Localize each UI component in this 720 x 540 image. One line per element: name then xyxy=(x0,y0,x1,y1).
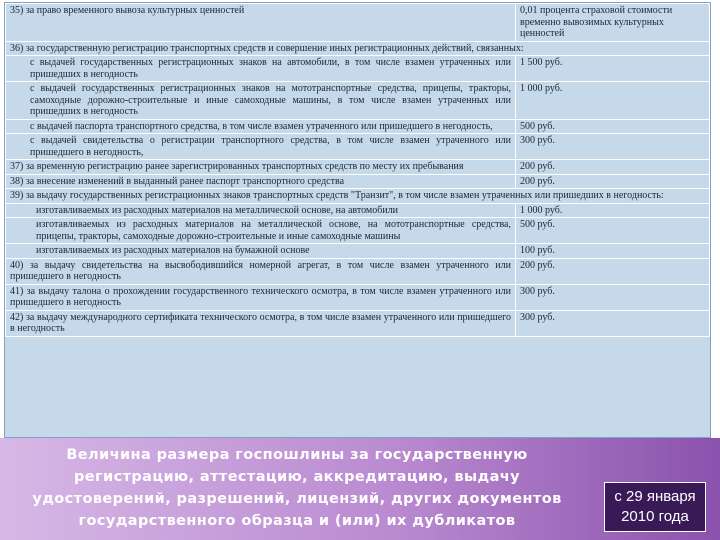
banner-line-1: Величина размера госпошлины за государственную xyxy=(66,447,528,463)
row-description: 35) за право временного вывоза культурных ценностей xyxy=(6,4,516,42)
row-description: 40) за выдачу свидетельства на высвободившийся номерной агрегат, в том числе взамен утраченного или пришедшего в негодность xyxy=(6,258,516,284)
row-description: 41) за выдачу талона о прохождении государственного технического осмотра, в том числе взамен утраченного или пришедшего в негодность xyxy=(6,284,516,310)
fee-table xyxy=(4,2,711,438)
table-row xyxy=(6,41,710,56)
row-description: 38) за внесение изменений в выданный ранее паспорт транспортного средства xyxy=(6,174,516,189)
row-description: изготавливаемых из расходных материалов на металлической основе, на мототранспортные средства, прицепы, тракторы, самоходные дорожно-строительные и иные самоходные машины xyxy=(6,218,516,244)
table-row xyxy=(6,310,710,336)
row-fee-value: 100 руб. xyxy=(516,244,710,259)
banner-line-3: удостоверений, разрешений, лицензий, других документов xyxy=(32,491,562,507)
row-description: с выдачей государственных регистрационных знаков на автомобили, в том числе взамен утраченных или пришедших в негодность xyxy=(6,56,516,82)
row-fee-value: 300 руб. xyxy=(516,284,710,310)
date-badge xyxy=(604,482,706,532)
fee-table-grid xyxy=(5,3,710,337)
date-line-1: с 29 января xyxy=(614,488,696,505)
date-line-2: 2010 года xyxy=(621,508,689,525)
row-description: 37) за временную регистрацию ранее зарегистрированных транспортных средств по месту их пребывания xyxy=(6,160,516,175)
table-row xyxy=(6,189,710,204)
row-fee-value: 1 500 руб. xyxy=(516,56,710,82)
row-description: с выдачей свидетельства о регистрации транспортного средства, в том числе взамен утраченного или пришедшего в негодность, xyxy=(6,134,516,160)
table-row xyxy=(6,174,710,189)
table-row xyxy=(6,284,710,310)
table-row xyxy=(6,4,710,42)
row-description: изготавливаемых из расходных материалов на металлической основе, на автомобили xyxy=(6,203,516,218)
row-fee-value: 200 руб. xyxy=(516,258,710,284)
row-description: изготавливаемых из расходных материалов на бумажной основе xyxy=(6,244,516,259)
row-fee-value: 200 руб. xyxy=(516,160,710,175)
banner-line-2: регистрацию, аттестацию, аккредитацию, выдачу xyxy=(74,469,520,485)
table-row xyxy=(6,258,710,284)
row-fee-value: 500 руб. xyxy=(516,119,710,134)
row-fee-value: 1 000 руб. xyxy=(516,203,710,218)
row-fee-value: 300 руб. xyxy=(516,310,710,336)
row-description: с выдачей паспорта транспортного средства, в том числе взамен утраченного или пришедшего в негодность, xyxy=(6,119,516,134)
table-row xyxy=(6,218,710,244)
row-description: с выдачей государственных регистрационных знаков на мототранспортные средства, прицепы, тракторы, самоходные дорожно-строительные и иные самоходные машины, в том числе взамен утраченных или пришедших в негодность xyxy=(6,82,516,120)
table-row xyxy=(6,119,710,134)
fee-table-body xyxy=(6,4,710,337)
row-description: 42) за выдачу международного сертификата технического осмотра, в том числе взамен утраченного или пришедшего в негодность xyxy=(6,310,516,336)
row-fee-value: 300 руб. xyxy=(516,134,710,160)
table-row xyxy=(6,160,710,175)
table-row xyxy=(6,82,710,120)
row-fee-value: 500 руб. xyxy=(516,218,710,244)
table-row xyxy=(6,203,710,218)
table-row xyxy=(6,244,710,259)
row-description: 39) за выдачу государственных регистрационных знаков транспортных средств "Транзит", в том числе взамен утраченных или пришедших в негодность: xyxy=(6,189,710,204)
row-fee-value: 200 руб. xyxy=(516,174,710,189)
row-description: 36) за государственную регистрацию транспортных средств и совершение иных регистрационных действий, связанных: xyxy=(6,41,710,56)
table-row xyxy=(6,134,710,160)
banner-line-4: государственного образца и (или) их дубликатов xyxy=(78,513,516,529)
banner-title xyxy=(12,444,582,532)
table-row xyxy=(6,56,710,82)
row-fee-value: 1 000 руб. xyxy=(516,82,710,120)
row-fee-value: 0,01 процента страховой стоимости временно вывозимых культурных ценностей xyxy=(516,4,710,42)
